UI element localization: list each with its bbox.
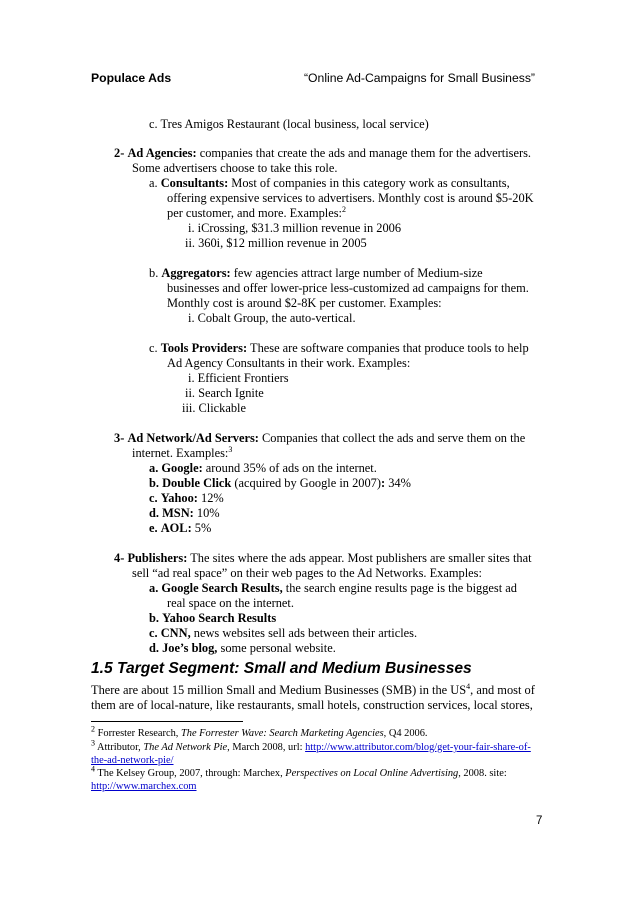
footnote-4	[91, 764, 507, 780]
item-text: (acquired by Google in 2007)	[231, 476, 381, 490]
paragraph-line	[91, 683, 535, 698]
sub-item-360i: ii. 360i, $12 million revenue in 2005	[185, 236, 367, 250]
item-text: per customer, and more. Examples:	[167, 206, 342, 220]
footnote-title: The Ad Network Pie	[143, 742, 228, 753]
list-item-tools-providers	[149, 341, 529, 356]
page-number: 7	[536, 815, 543, 827]
publisher-item-cnn	[149, 626, 417, 641]
item-text-line: sell “ad real space” on their web pages to the Ad Networks. Examples:	[132, 566, 482, 580]
list-item-ad-network	[114, 431, 525, 446]
item-value: 34%	[385, 476, 411, 490]
footnote-link[interactable]: http://www.attributor.com/blog/get-your-fair-share-of-	[305, 742, 531, 753]
item-text-line: real space on the internet.	[167, 596, 294, 610]
item-title: Yahoo Search Results	[162, 611, 277, 625]
section-heading: 1.5 Target Segment: Small and Medium Businesses	[91, 660, 472, 677]
item-text: companies that create the ads and manage them for the advertisers.	[196, 146, 532, 160]
item-text: few agencies attract large number of Medium-size	[230, 266, 483, 280]
footnote-number: 4	[91, 764, 95, 774]
item-text: These are software companies that produce tools to help	[247, 341, 529, 355]
item-marker: a.	[149, 176, 158, 190]
item-marker: e.	[149, 521, 158, 535]
paragraph-text: , and most of	[470, 683, 535, 697]
item-text: Companies that collect the ads and serve them on the	[258, 431, 526, 445]
paragraph-text: There are about 15 million Small and Medium Businesses (SMB) in the US	[91, 683, 467, 697]
item-marker: c.	[149, 491, 158, 505]
publisher-item-google	[149, 581, 517, 596]
footnote-number: 2	[91, 724, 95, 734]
item-title: Google Search Results,	[161, 581, 283, 595]
publisher-item-yahoo	[149, 611, 276, 626]
item-text: 10%	[193, 506, 220, 520]
footnote-ref: 3	[228, 444, 233, 454]
item-colon: :	[381, 476, 386, 490]
sub-item-clickable: iii. Clickable	[182, 401, 247, 415]
item-marker: c.	[149, 341, 158, 355]
item-marker: d.	[149, 506, 159, 520]
list-item-ad-agencies	[114, 146, 531, 161]
footnote-4-continued	[91, 780, 197, 793]
item-text: the search engine results page is the biggest ad	[282, 581, 517, 595]
footnote-2	[91, 724, 428, 740]
item-text: Most of companies in this category work as consultants,	[228, 176, 510, 190]
item-text-line	[167, 206, 346, 221]
paragraph-line: them are of local-nature, like restaurants, small hotels, construction services, local stores,	[91, 698, 533, 712]
item-number: 4-	[114, 551, 125, 565]
list-item-consultants	[149, 176, 510, 191]
item-number: 3-	[114, 431, 125, 445]
footnote-number: 3	[91, 738, 95, 748]
footnote-3	[91, 738, 531, 754]
item-marker: d.	[149, 641, 159, 655]
item-title: Publishers:	[127, 551, 188, 565]
item-title: Ad Network/Ad Servers:	[127, 431, 259, 445]
sub-item-icrossing: i. iCrossing, $31.3 million revenue in 2006	[188, 221, 402, 235]
footnote-text: , Q4 2006.	[383, 728, 428, 739]
publisher-item-joes-blog	[149, 641, 336, 656]
footnote-text: The Kelsey Group, 2007, through: Marchex,	[95, 768, 286, 779]
item-marker: a.	[149, 461, 159, 475]
footnote-title: The Forrester Wave: Search Marketing Agencies	[180, 728, 384, 739]
item-text: The sites where the ads appear. Most publishers are smaller sites that	[187, 551, 532, 565]
item-title: CNN,	[160, 626, 191, 640]
footnote-title: Perspectives on Local Online Advertising	[285, 768, 459, 779]
item-title: Yahoo:	[160, 491, 198, 505]
footnote-text: Attributor,	[95, 742, 144, 753]
footnote-ref: 4	[466, 681, 471, 691]
item-title: AOL:	[160, 521, 192, 535]
item-text-line: businesses and offer lower-price less-customized ad campaigns for them.	[167, 281, 529, 295]
item-marker: b.	[149, 266, 159, 280]
footnote-ref: 2	[341, 204, 346, 214]
item-text-line: Monthly cost is around $2-8K per customer. Examples:	[167, 296, 442, 310]
list-item-publishers	[114, 551, 532, 566]
network-item-msn	[149, 506, 220, 521]
network-item-double-click	[149, 476, 411, 491]
header-right: “Online Ad-Campaigns for Small Business”	[304, 71, 535, 85]
sub-item-cobalt: i. Cobalt Group, the auto-vertical.	[188, 311, 356, 325]
footnote-link[interactable]: http://www.marchex.com	[91, 781, 197, 792]
running-header	[91, 71, 547, 89]
footnote-link[interactable]: the-ad-network-pie/	[91, 755, 174, 766]
item-marker: b.	[149, 476, 159, 490]
footnote-text: , 2008. site:	[458, 768, 507, 779]
item-title: Double Click	[162, 476, 232, 490]
sub-item-efficient-frontiers: i. Efficient Frontiers	[188, 371, 289, 385]
footnote-text: , March 2008, url:	[227, 742, 306, 753]
item-title: Google:	[161, 461, 203, 475]
item-title: Joe’s blog,	[162, 641, 218, 655]
item-text: 5%	[191, 521, 212, 535]
footnote-separator	[91, 721, 243, 722]
item-text: 12%	[197, 491, 224, 505]
item-marker: c.	[149, 626, 158, 640]
item-text-line	[132, 446, 232, 461]
item-text: news websites sell ads between their articles.	[190, 626, 418, 640]
network-item-yahoo	[149, 491, 224, 506]
item-title: MSN:	[162, 506, 194, 520]
item-text: internet. Examples:	[132, 446, 229, 460]
item-title: Aggregators:	[161, 266, 231, 280]
footnote-text: Forrester Research,	[95, 728, 181, 739]
item-text-line: Ad Agency Consultants in their work. Examples:	[167, 356, 411, 370]
item-marker: b.	[149, 611, 159, 625]
list-item-c-tres-amigos: c. Tres Amigos Restaurant (local business, local service)	[149, 117, 429, 131]
list-item-aggregators	[149, 266, 483, 281]
header-left: Populace Ads	[91, 71, 172, 85]
item-text: some personal website.	[217, 641, 336, 655]
footnote-3-continued	[91, 754, 174, 767]
network-item-aol	[149, 521, 211, 536]
item-text-line: offering expensive services to advertisers. Monthly cost is around $5-20K	[167, 191, 534, 205]
network-item-google	[149, 461, 377, 476]
item-text: around 35% of ads on the internet.	[202, 461, 377, 475]
item-title: Ad Agencies:	[127, 146, 197, 160]
item-title: Consultants:	[160, 176, 229, 190]
item-marker: a.	[149, 581, 159, 595]
item-text-line: Some advertisers choose to take this role.	[132, 161, 338, 175]
item-title: Tools Providers:	[160, 341, 248, 355]
item-number: 2-	[114, 146, 125, 160]
sub-item-search-ignite: ii. Search Ignite	[185, 386, 264, 400]
